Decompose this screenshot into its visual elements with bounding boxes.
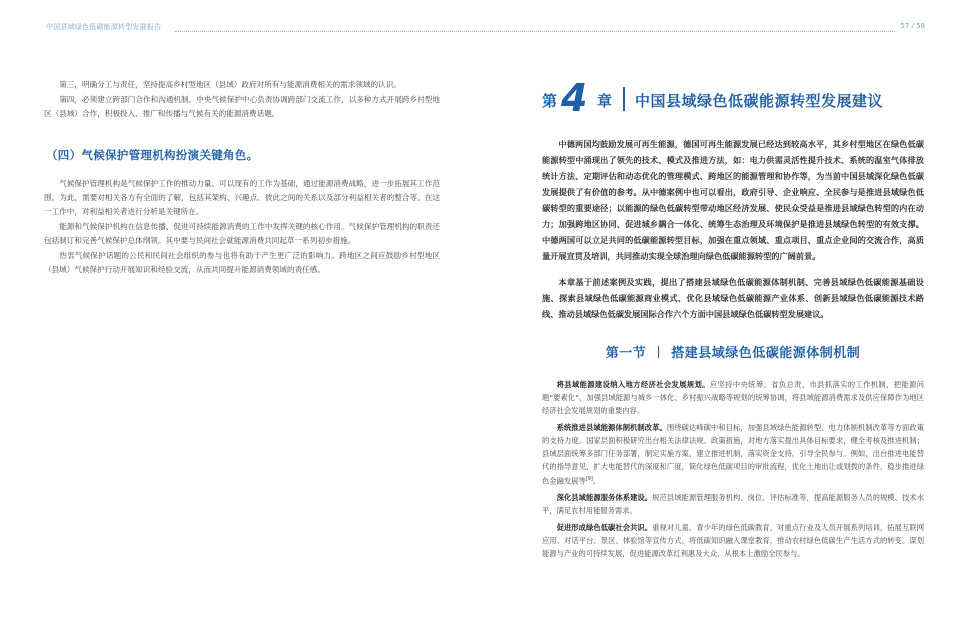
right-column: [542, 78, 924, 560]
subsection-heading: （四）气候保护管理机构扮演关键角色。: [46, 148, 259, 162]
intro-paragraph: 中德两国均鼓励发展可再生能源，德国可再生能源发展已经达到较高水平，其乡村型地区在绿色低碳能源转型中涌现出了领先的技术、模式及推进方法，如：电力供需灵活性提升技术、系统的温室气体排放统计方法、定期评估和动态优化的管理模式、跨地区的能源管理和协作等，为当前中国县域深化绿色低碳发展提供了有价值的参考。从中德案例中也可以看出，政府引导、企业响应、全民参与是推进县域绿色低碳转型的重要途径；以能源的绿色低碳转型带动地区经济发展、使民众受益是推进县域绿色转型的内在动力；加强跨地区协同、促进城乡耦合一体化、统筹生态治理及环境保护是推进县域绿色转型的有效支撑。中德两国可以立足共同的低碳能源转型目标，加强在重点领域、重点项目、重点企业间的交流合作，高质量开展宣贯及培训，共同推动实现全球治理向绿色低碳能源转型的广阔前景。: [542, 139, 924, 261]
chapter-number: 4: [561, 76, 588, 120]
recommendation-paragraph: [542, 521, 924, 560]
recommendation-text: 应坚持中央统筹、省负总责、市县抓落实的工作机制，把能源问题“要素化”，加强县域能源与城乡一体化、乡村振兴战略等规划的统筹协调，将县域能源消费需求及供应保障作为地区经济社会发展规划的重要内容。: [542, 380, 925, 415]
chapter-title: 中国县域绿色低碳能源转型发展建议: [635, 92, 884, 110]
citation-ref: [9]: [585, 476, 593, 482]
recommendation-text: 规范县域能源管理服务机构、岗位、评估标准等，提高能源服务人员的规模、技术水平，满足农村用能服务需求。: [542, 493, 925, 516]
recommendation-paragraph: [542, 421, 924, 487]
paragraph: 气候保护管理机构是气候保护工作的推动力量。可以现有的工作为基础，通过能源消费战略，进一步拓展其工作范围。为此，需要对相关各方有全面的了解，包括其架构、兴趣点、彼此之间的关系以及部分利益相关者的整合等。在这一工作中，对利益相关者进行分析是关键所在。: [44, 179, 440, 216]
section-divider: [658, 346, 659, 358]
chapter-prefix: 第: [542, 92, 558, 110]
recommendation-lead: 深化县域能源服务体系建设。: [556, 493, 653, 503]
intro-paragraph: 本章基于前述案例及实践，提出了搭建县域绿色低碳能源体制机制、完善县域绿色低碳能源基础设施、探索县域绿色低碳能源商业模式、优化县域绿色低碳能源产业体系、创新县域绿色低碳能源技术路线、推动县域绿色低碳发展国际合作六个方面中国县域绿色低碳转型发展建议。: [542, 277, 924, 319]
recommendation-lead: 将县域能源建设纳入地方经济社会发展规划。: [556, 380, 710, 389]
page-header: [0, 0, 969, 30]
paragraph: 能源和气候保护机构在信息传播、促进可持续能源消费的工作中发挥关键的核心作用。气候保护管理机构的职责还包括制订和完善气候保护总体纲领。其中要与民间社会就能源消费共同起草一系列初步措施。: [44, 222, 440, 245]
paragraph: 热衷气候保护话题的公民和民间社会组织的参与也将有助于产生更广泛的影响力。跨地区之间应鼓励乡村型地区（县域）气候保护行动开展知识和经验交流，从而共同提升能源消费领域的责任感。: [44, 251, 440, 274]
section-label: 第一节: [605, 346, 647, 361]
paragraph: 第四，必须建立跨部门合作和沟通机制。中央气候保护中心负责协调跨部门交流工作，以多种方式开展跨乡村型地区（县域）合作，积极投入、推广和传播与气候有关的能源消费话题。: [44, 95, 440, 118]
recommendation-lead: 系统推进县域能源体制机制改革。: [556, 423, 667, 432]
header-divider: [175, 31, 895, 32]
running-title: 中国县域绿色低碳能源转型发展报告: [46, 23, 162, 31]
section-heading: [542, 342, 924, 364]
recommendation-text: 重视对儿童、青少年的绿色低碳教育，对重点行业及人员开展系列培训，拓展互联网应用、对话平台、景区、体验馆等宣传方式，将低碳知识融入课堂教育，推动农村绿色低碳生产生活方式的转变。谋划能源与产业的可持续发展，促进能源改革红利惠及大众，从根本上激励全民参与。: [542, 523, 925, 559]
section-title: 搭建县域绿色低碳能源体制机制: [671, 346, 861, 361]
recommendation-text-end: 。: [592, 476, 601, 486]
recommendation-paragraph: [542, 378, 924, 417]
recommendation-text: 围绕碳达峰碳中和目标，加强县域绿色能源转型、电力体制机制改革等方面政策的支持力度。国家层面积极研究出台相关法律法规、政策措施，对地方落实提出具体目标要求，健全考核及推进机制；县域层面统筹多部门任务部署，制定实施方案，建立推进机制，落实资金支持，引导全民参与。例如，出台推进电能替代的指导意见，扩大电能替代的深度和广度，简化绿色低碳项目的审批流程，优化土地出让或划拨的条件，稳步推进绿色金融发展等: [542, 423, 925, 486]
chapter-divider: [623, 87, 625, 111]
paragraph: 第三，明确分工与责任，坚持提高乡村型地区（县域）政府对所有与能源消费相关的需求领域的认识。: [59, 80, 401, 89]
recommendation-paragraph: [542, 491, 924, 517]
recommendation-lead: 促进形成绿色低碳社会共识。: [556, 523, 653, 533]
left-column: [44, 78, 440, 277]
page-number: 57 / 58: [900, 22, 925, 30]
chapter-suffix: 章: [597, 92, 613, 110]
chapter-heading: [542, 78, 924, 122]
